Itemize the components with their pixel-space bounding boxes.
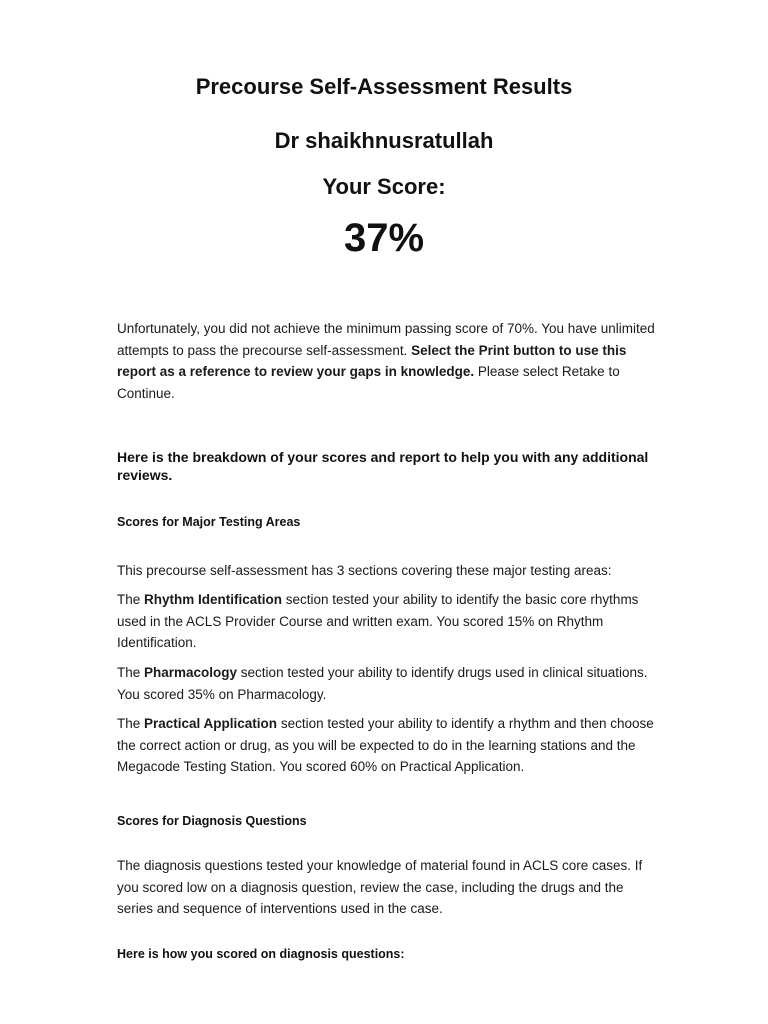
section-description: section tested your ability to identify a rhythm and then choose the correct action or drug, as you will be expected to do in the learning stations and the Megacode Testing Station. You scored 60% on Practical Application.: [117, 716, 654, 774]
section-name: Practical Application: [144, 716, 278, 731]
section-description: section tested your ability to identify drugs used in clinical situations. You scored 35% on Pharmacology.: [117, 665, 648, 702]
section-prefix: The: [117, 665, 145, 680]
diagnosis-scored-heading: Here is how you scored on diagnosis questions:: [117, 947, 405, 961]
diagnosis-heading: Scores for Diagnosis Questions: [117, 814, 307, 828]
intro-paragraph: [117, 318, 657, 404]
breakdown-heading: Here is the breakdown of your scores and report to help you with any additional reviews.: [117, 449, 649, 483]
section-practical-application: [117, 713, 657, 778]
section-description: section tested your ability to identify the basic core rhythms used in the ACLS Provider Course and written exam. You scored 15% on Rhythm Identification.: [117, 592, 639, 650]
section-rhythm-identification: [117, 589, 657, 654]
major-areas-heading: Scores for Major Testing Areas: [117, 515, 301, 529]
student-name: Dr shaikhnusratullah: [274, 128, 494, 153]
diagnosis-paragraph: The diagnosis questions tested your knowledge of material found in ACLS core cases. If you scored low on a diagnosis question, review the case, including the drugs and the series and sequence of interventions used in the case.: [117, 858, 643, 916]
section-name: Pharmacology: [144, 665, 238, 680]
intro-text-end: Please select Retake to Continue.: [117, 364, 620, 401]
score-label: Your Score:: [322, 174, 446, 199]
section-prefix: The: [117, 716, 145, 731]
intro-text-start: Unfortunately, you did not achieve the minimum passing score of 70%. You have unlimited attempts to pass the precourse self-assessment.: [117, 321, 655, 358]
section-pharmacology: [117, 662, 657, 705]
intro-print-instruction: Select the Print button to use this report as a reference to review your gaps in knowledge.: [117, 342, 627, 379]
page-title: Precourse Self-Assessment Results: [195, 74, 573, 99]
section-name: Rhythm Identification: [144, 592, 283, 607]
section-prefix: The: [117, 592, 145, 607]
score-value: 37%: [343, 216, 425, 260]
sections-intro: This precourse self-assessment has 3 sections covering these major testing areas:: [117, 563, 612, 578]
